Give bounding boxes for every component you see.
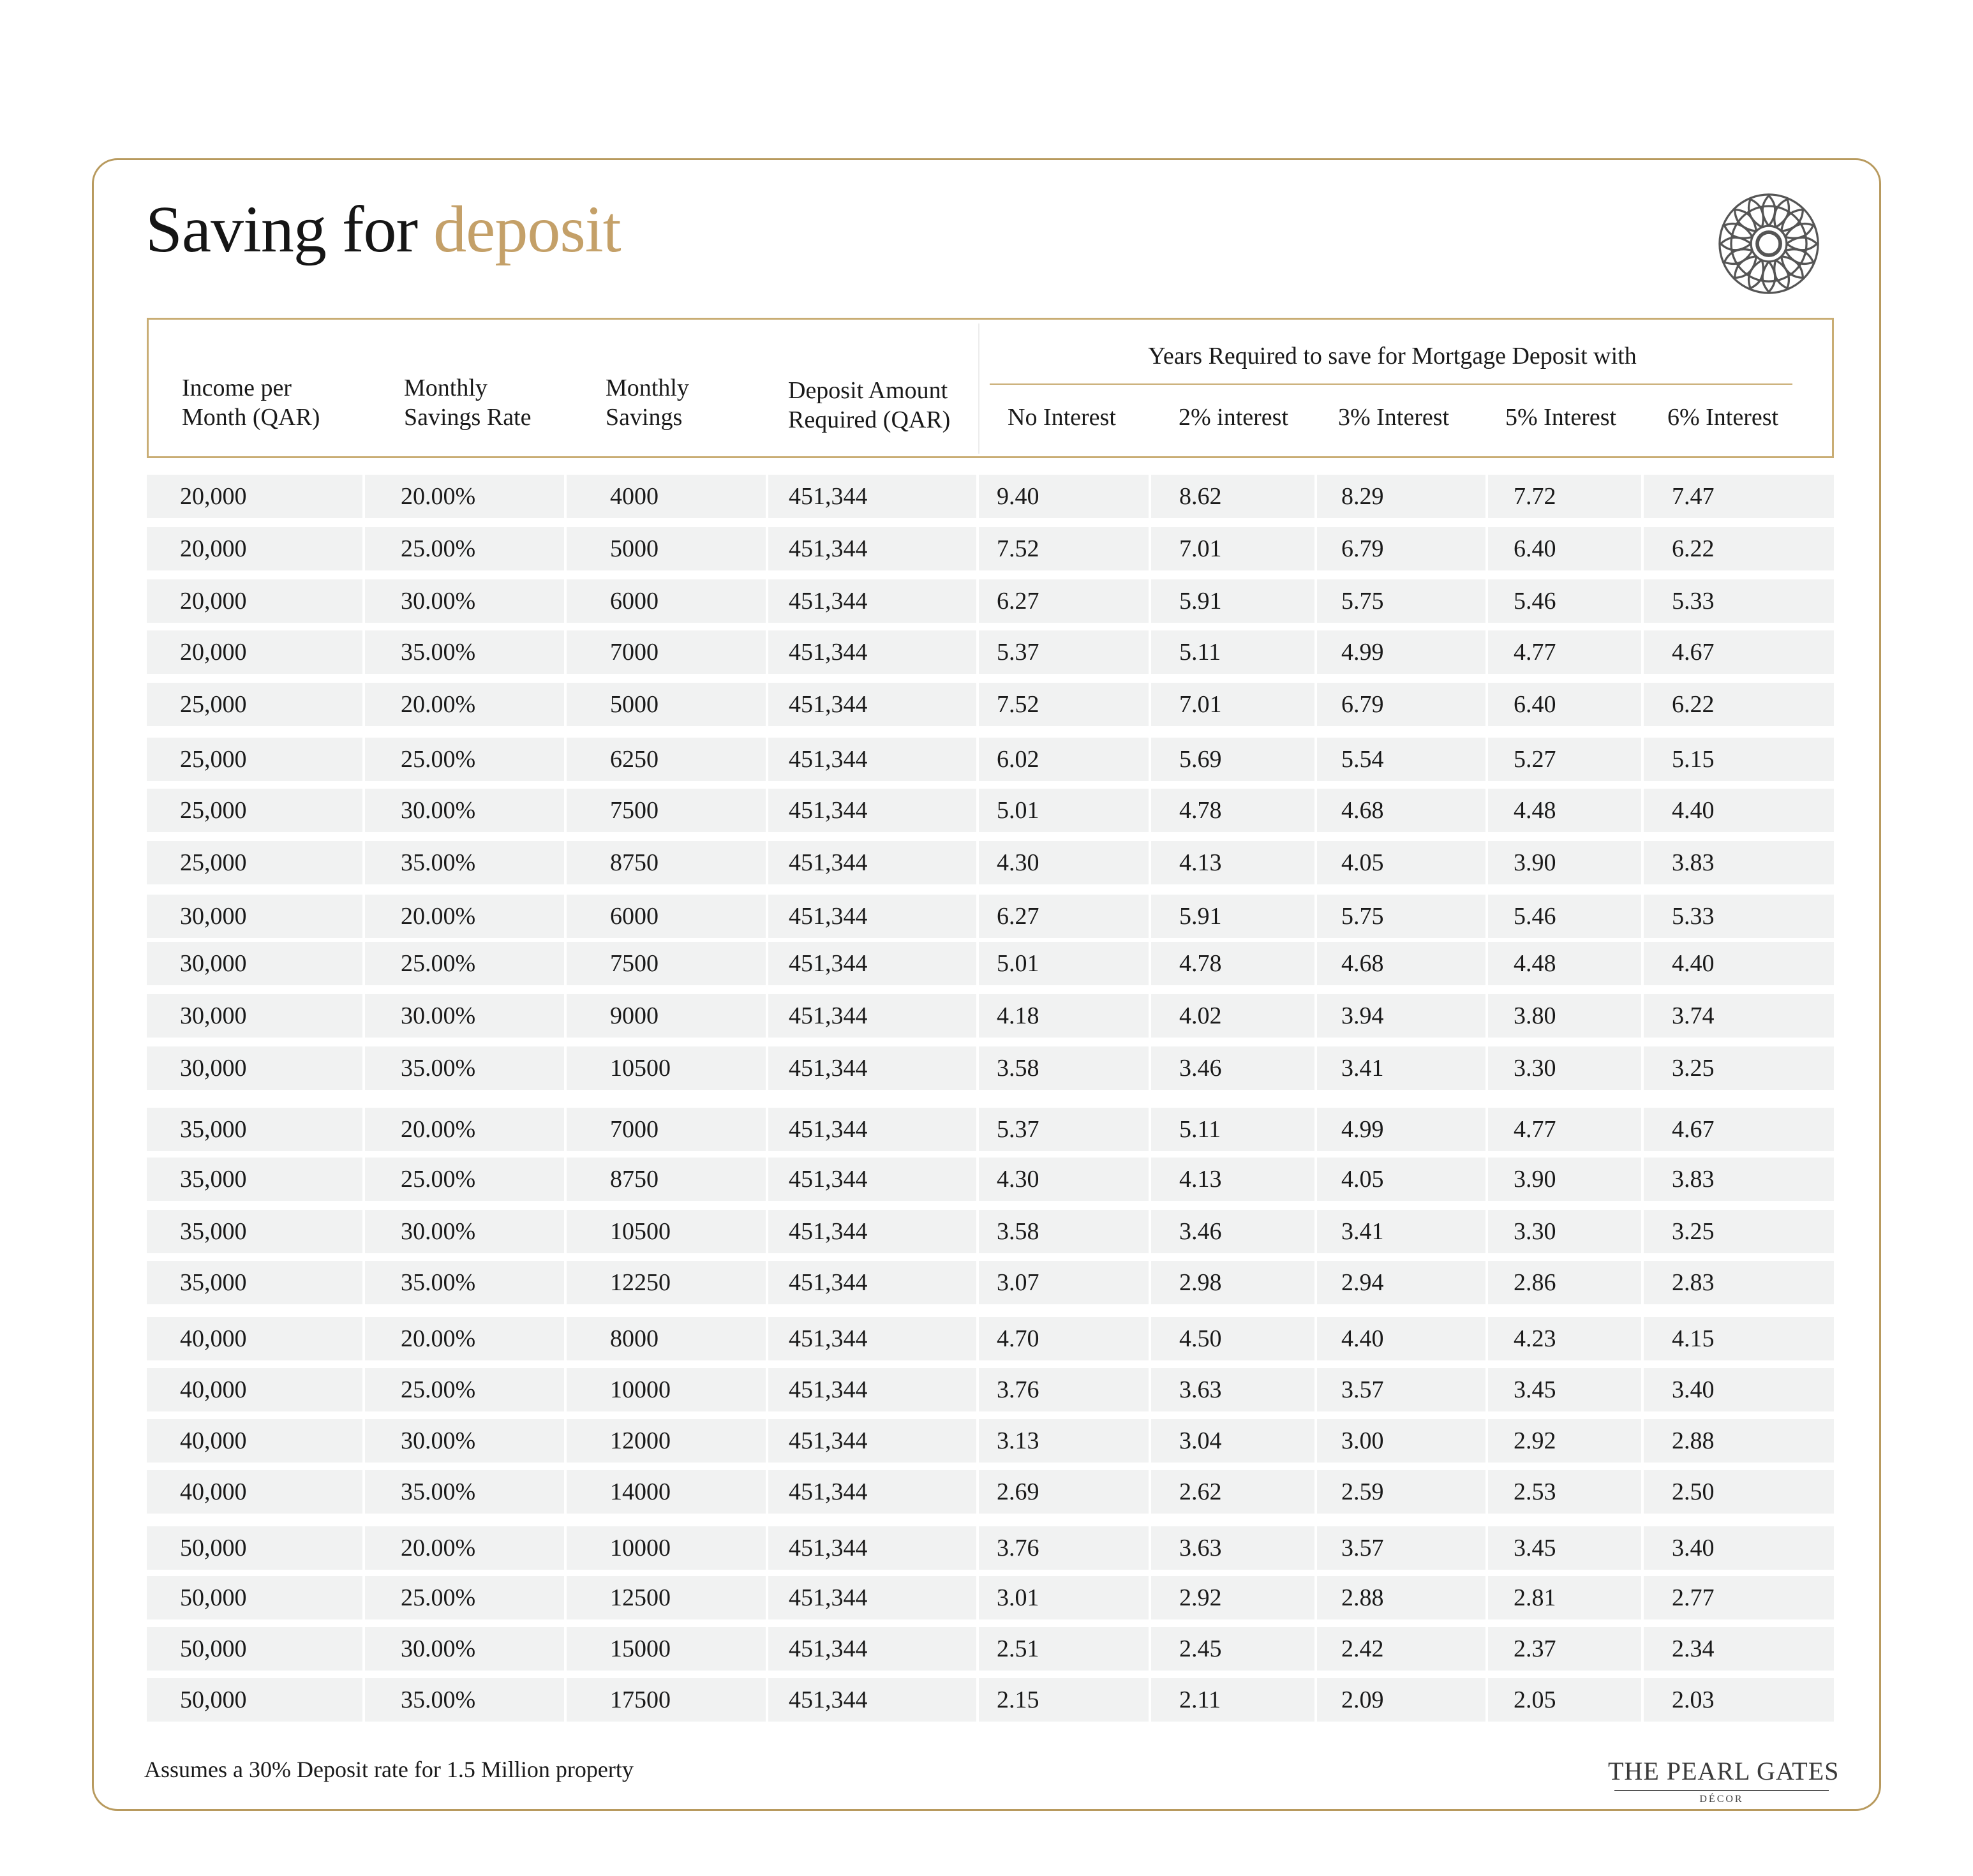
cell-deposit-amount: 451,344 <box>768 683 976 726</box>
cell-income: 40,000 <box>147 1368 362 1411</box>
cell-savings-rate: 30.00% <box>365 994 564 1038</box>
cell-income: 50,000 <box>147 1627 362 1671</box>
cell-monthly-savings: 5000 <box>567 683 766 726</box>
cell-interest-5: 3.30 <box>1488 1210 1641 1253</box>
cell-monthly-savings: 9000 <box>567 994 766 1038</box>
cell-interest-2: 4.13 <box>1151 841 1314 884</box>
cell-income: 30,000 <box>147 895 362 938</box>
cell-savings-rate: 35.00% <box>365 1470 564 1514</box>
cell-deposit-amount: 451,344 <box>768 579 976 623</box>
cell-deposit-amount: 451,344 <box>768 1470 976 1514</box>
cell-interest-3: 4.68 <box>1317 789 1485 832</box>
cell-income: 40,000 <box>147 1419 362 1463</box>
table-row <box>147 1158 1834 1201</box>
cell-deposit-amount: 451,344 <box>768 527 976 570</box>
header-2-interest: 2% interest <box>1179 404 1289 431</box>
cell-deposit-amount: 451,344 <box>768 1576 976 1619</box>
cell-interest-5: 3.90 <box>1488 1158 1641 1201</box>
cell-monthly-savings: 10500 <box>567 1046 766 1090</box>
cell-interest-5: 3.45 <box>1488 1526 1641 1570</box>
cell-savings-rate: 25.00% <box>365 738 564 781</box>
cell-interest-5: 2.37 <box>1488 1627 1641 1671</box>
cell-interest-2: 2.45 <box>1151 1627 1314 1671</box>
cell-savings-rate: 20.00% <box>365 895 564 938</box>
cell-interest-2: 2.62 <box>1151 1470 1314 1514</box>
cell-interest-2: 3.46 <box>1151 1210 1314 1253</box>
cell-interest-5: 5.46 <box>1488 895 1641 938</box>
cell-interest-5: 2.86 <box>1488 1261 1641 1304</box>
cell-income: 35,000 <box>147 1108 362 1151</box>
cell-interest-5: 3.90 <box>1488 841 1641 884</box>
cell-interest-6: 5.33 <box>1644 579 1834 623</box>
cell-interest-6: 2.03 <box>1644 1678 1834 1722</box>
cell-no-interest: 5.37 <box>979 630 1149 674</box>
cell-interest-2: 4.13 <box>1151 1158 1314 1201</box>
cell-monthly-savings: 8000 <box>567 1317 766 1360</box>
table-row <box>147 1678 1834 1722</box>
cell-interest-5: 7.72 <box>1488 475 1641 518</box>
cell-interest-6: 2.88 <box>1644 1419 1834 1463</box>
header-divider <box>978 324 979 454</box>
cell-interest-6: 2.50 <box>1644 1470 1834 1514</box>
cell-savings-rate: 25.00% <box>365 1576 564 1619</box>
ornamental-rosette-icon <box>1716 191 1821 296</box>
cell-interest-3: 6.79 <box>1317 527 1485 570</box>
cell-income: 20,000 <box>147 527 362 570</box>
cell-interest-6: 6.22 <box>1644 683 1834 726</box>
cell-interest-2: 5.69 <box>1151 738 1314 781</box>
cell-no-interest: 5.37 <box>979 1108 1149 1151</box>
rosette-petal <box>1749 199 1764 227</box>
cell-interest-6: 2.77 <box>1644 1576 1834 1619</box>
cell-monthly-savings: 12250 <box>567 1261 766 1304</box>
cell-interest-2: 3.63 <box>1151 1526 1314 1570</box>
cell-monthly-savings: 10000 <box>567 1368 766 1411</box>
cell-interest-3: 4.68 <box>1317 942 1485 985</box>
cell-income: 20,000 <box>147 475 362 518</box>
cell-monthly-savings: 10500 <box>567 1210 766 1253</box>
rosette-petal <box>1785 249 1813 264</box>
cell-deposit-amount: 451,344 <box>768 1210 976 1253</box>
table-row <box>147 579 1834 623</box>
table-row <box>147 942 1834 985</box>
cell-interest-6: 3.83 <box>1644 841 1834 884</box>
header-deposit-amount: Deposit Amount Required (QAR) <box>788 377 951 433</box>
cell-interest-3: 6.79 <box>1317 683 1485 726</box>
cell-interest-5: 5.27 <box>1488 738 1641 781</box>
cell-deposit-amount: 451,344 <box>768 738 976 781</box>
cell-interest-5: 6.40 <box>1488 683 1641 726</box>
cell-interest-3: 5.54 <box>1317 738 1485 781</box>
cell-savings-rate: 35.00% <box>365 1261 564 1304</box>
table-row <box>147 1576 1834 1619</box>
cell-savings-rate: 30.00% <box>365 579 564 623</box>
cell-monthly-savings: 6000 <box>567 895 766 938</box>
cell-deposit-amount: 451,344 <box>768 841 976 884</box>
cell-interest-2: 3.04 <box>1151 1419 1314 1463</box>
cell-interest-5: 4.77 <box>1488 630 1641 674</box>
cell-deposit-amount: 451,344 <box>768 895 976 938</box>
cell-deposit-amount: 451,344 <box>768 1261 976 1304</box>
cell-monthly-savings: 14000 <box>567 1470 766 1514</box>
cell-no-interest: 6.02 <box>979 738 1149 781</box>
header-monthly-savings: Monthly Savings <box>606 375 689 431</box>
brand-rule <box>1614 1790 1829 1791</box>
cell-deposit-amount: 451,344 <box>768 1419 976 1463</box>
cell-interest-3: 4.40 <box>1317 1317 1485 1360</box>
cell-interest-6: 2.34 <box>1644 1627 1834 1671</box>
cell-income: 50,000 <box>147 1576 362 1619</box>
table-row <box>147 789 1834 832</box>
cell-interest-3: 4.05 <box>1317 1158 1485 1201</box>
cell-savings-rate: 20.00% <box>365 1108 564 1151</box>
cell-interest-6: 4.40 <box>1644 789 1834 832</box>
cell-interest-2: 2.11 <box>1151 1678 1314 1722</box>
cell-interest-2: 5.11 <box>1151 630 1314 674</box>
cell-no-interest: 2.51 <box>979 1627 1149 1671</box>
cell-savings-rate: 20.00% <box>365 475 564 518</box>
table-row <box>147 1046 1834 1090</box>
cell-deposit-amount: 451,344 <box>768 630 976 674</box>
cell-interest-5: 3.30 <box>1488 1046 1641 1090</box>
cell-monthly-savings: 8750 <box>567 1158 766 1201</box>
cell-interest-5: 4.48 <box>1488 942 1641 985</box>
cell-interest-6: 6.22 <box>1644 527 1834 570</box>
cell-no-interest: 3.01 <box>979 1576 1149 1619</box>
cell-interest-6: 3.74 <box>1644 994 1834 1038</box>
cell-savings-rate: 25.00% <box>365 1368 564 1411</box>
cell-no-interest: 7.52 <box>979 527 1149 570</box>
page-title <box>145 191 621 267</box>
cell-interest-3: 3.94 <box>1317 994 1485 1038</box>
cell-interest-3: 2.59 <box>1317 1470 1485 1514</box>
cell-interest-5: 2.05 <box>1488 1678 1641 1722</box>
rosette-petal <box>1721 237 1752 250</box>
cell-interest-3: 5.75 <box>1317 895 1485 938</box>
cell-deposit-amount: 451,344 <box>768 994 976 1038</box>
cell-no-interest: 3.13 <box>979 1419 1149 1463</box>
cell-interest-2: 3.46 <box>1151 1046 1314 1090</box>
cell-no-interest: 6.27 <box>979 895 1149 938</box>
brand-name: THE PEARL GATES <box>1608 1757 1840 1785</box>
cell-deposit-amount: 451,344 <box>768 1678 976 1722</box>
table-row <box>147 994 1834 1038</box>
cell-interest-5: 4.48 <box>1488 789 1641 832</box>
cell-interest-3: 2.94 <box>1317 1261 1485 1304</box>
table-row <box>147 1368 1834 1411</box>
rosette-petal <box>1724 249 1752 264</box>
cell-interest-2: 4.78 <box>1151 942 1314 985</box>
cell-interest-6: 3.25 <box>1644 1046 1834 1090</box>
cell-monthly-savings: 8750 <box>567 841 766 884</box>
cell-income: 40,000 <box>147 1470 362 1514</box>
header-group-rule <box>990 383 1792 385</box>
rosette-petal <box>1775 199 1789 227</box>
cell-income: 20,000 <box>147 579 362 623</box>
table-row <box>147 738 1834 781</box>
cell-interest-3: 2.88 <box>1317 1576 1485 1619</box>
table-row <box>147 1261 1834 1304</box>
cell-savings-rate: 35.00% <box>365 1678 564 1722</box>
cell-deposit-amount: 451,344 <box>768 1317 976 1360</box>
cell-deposit-amount: 451,344 <box>768 1526 976 1570</box>
table-row <box>147 1419 1834 1463</box>
table-row <box>147 1526 1834 1570</box>
cell-interest-3: 5.75 <box>1317 579 1485 623</box>
cell-interest-6: 3.25 <box>1644 1210 1834 1253</box>
cell-interest-5: 2.81 <box>1488 1576 1641 1619</box>
cell-no-interest: 3.07 <box>979 1261 1149 1304</box>
table-row <box>147 683 1834 726</box>
cell-monthly-savings: 17500 <box>567 1678 766 1722</box>
cell-interest-6: 3.40 <box>1644 1526 1834 1570</box>
cell-income: 50,000 <box>147 1526 362 1570</box>
cell-interest-3: 3.00 <box>1317 1419 1485 1463</box>
cell-income: 35,000 <box>147 1261 362 1304</box>
rosette-petal <box>1787 237 1817 250</box>
cell-income: 30,000 <box>147 994 362 1038</box>
cell-income: 35,000 <box>147 1158 362 1201</box>
cell-interest-5: 3.45 <box>1488 1368 1641 1411</box>
cell-deposit-amount: 451,344 <box>768 475 976 518</box>
cell-monthly-savings: 6000 <box>567 579 766 623</box>
cell-no-interest: 5.01 <box>979 942 1149 985</box>
rosette-petal <box>1724 224 1752 239</box>
cell-interest-2: 5.11 <box>1151 1108 1314 1151</box>
table-row <box>147 1317 1834 1360</box>
cell-savings-rate: 35.00% <box>365 630 564 674</box>
table-row <box>147 1627 1834 1671</box>
cell-interest-2: 5.91 <box>1151 579 1314 623</box>
cell-interest-6: 7.47 <box>1644 475 1834 518</box>
cell-savings-rate: 30.00% <box>365 1419 564 1463</box>
cell-interest-3: 3.41 <box>1317 1046 1485 1090</box>
table-row <box>147 1108 1834 1151</box>
cell-savings-rate: 20.00% <box>365 1317 564 1360</box>
cell-interest-2: 2.98 <box>1151 1261 1314 1304</box>
table-row <box>147 1470 1834 1514</box>
cell-interest-2: 3.63 <box>1151 1368 1314 1411</box>
cell-monthly-savings: 12500 <box>567 1576 766 1619</box>
table-row <box>147 895 1834 938</box>
cell-interest-6: 4.67 <box>1644 630 1834 674</box>
cell-interest-2: 7.01 <box>1151 683 1314 726</box>
rosette-petal <box>1775 260 1789 288</box>
cell-no-interest: 4.30 <box>979 841 1149 884</box>
cell-interest-3: 3.57 <box>1317 1368 1485 1411</box>
cell-monthly-savings: 12000 <box>567 1419 766 1463</box>
cell-no-interest: 9.40 <box>979 475 1149 518</box>
table-header <box>147 318 1834 458</box>
title-main: Saving for <box>145 193 418 266</box>
header-savings-rate: Monthly Savings Rate <box>404 375 532 431</box>
cell-no-interest: 3.76 <box>979 1526 1149 1570</box>
cell-savings-rate: 35.00% <box>365 1046 564 1090</box>
cell-income: 35,000 <box>147 1210 362 1253</box>
cell-monthly-savings: 7500 <box>567 789 766 832</box>
cell-savings-rate: 20.00% <box>365 683 564 726</box>
header-income: Income per Month (QAR) <box>182 375 320 431</box>
cell-interest-6: 5.15 <box>1644 738 1834 781</box>
cell-deposit-amount: 451,344 <box>768 942 976 985</box>
cell-income: 25,000 <box>147 789 362 832</box>
cell-monthly-savings: 6250 <box>567 738 766 781</box>
brand-logo <box>1608 1756 1840 1805</box>
rosette-petal <box>1785 224 1813 239</box>
cell-income: 50,000 <box>147 1678 362 1722</box>
cell-interest-6: 4.67 <box>1644 1108 1834 1151</box>
cell-income: 30,000 <box>147 1046 362 1090</box>
header-group-years: Years Required to save for Mortgage Deposit with <box>1148 343 1637 369</box>
table-row <box>147 841 1834 884</box>
cell-savings-rate: 30.00% <box>365 789 564 832</box>
cell-interest-3: 8.29 <box>1317 475 1485 518</box>
cell-monthly-savings: 7000 <box>567 630 766 674</box>
cell-monthly-savings: 7000 <box>567 1108 766 1151</box>
rosette-petal <box>1762 196 1775 227</box>
cell-income: 20,000 <box>147 630 362 674</box>
cell-interest-6: 4.15 <box>1644 1317 1834 1360</box>
cell-no-interest: 3.76 <box>979 1368 1149 1411</box>
cell-interest-2: 5.91 <box>1151 895 1314 938</box>
cell-interest-3: 3.41 <box>1317 1210 1485 1253</box>
cell-interest-3: 2.09 <box>1317 1678 1485 1722</box>
footnote: Assumes a 30% Deposit rate for 1.5 Million property <box>144 1757 634 1782</box>
header-5-interest: 5% Interest <box>1505 404 1617 431</box>
rosette-petal <box>1749 260 1764 288</box>
cell-interest-6: 3.83 <box>1644 1158 1834 1201</box>
cell-deposit-amount: 451,344 <box>768 789 976 832</box>
cell-interest-5: 2.53 <box>1488 1470 1641 1514</box>
table-row <box>147 527 1834 570</box>
cell-monthly-savings: 10000 <box>567 1526 766 1570</box>
cell-interest-2: 4.78 <box>1151 789 1314 832</box>
cell-income: 30,000 <box>147 942 362 985</box>
cell-no-interest: 4.18 <box>979 994 1149 1038</box>
cell-monthly-savings: 5000 <box>567 527 766 570</box>
cell-no-interest: 3.58 <box>979 1046 1149 1090</box>
header-6-interest: 6% Interest <box>1667 404 1779 431</box>
cell-monthly-savings: 15000 <box>567 1627 766 1671</box>
cell-no-interest: 3.58 <box>979 1210 1149 1253</box>
cell-savings-rate: 25.00% <box>365 942 564 985</box>
cell-interest-5: 6.40 <box>1488 527 1641 570</box>
cell-interest-3: 4.99 <box>1317 1108 1485 1151</box>
cell-income: 40,000 <box>147 1317 362 1360</box>
cell-interest-2: 4.50 <box>1151 1317 1314 1360</box>
cell-savings-rate: 30.00% <box>365 1627 564 1671</box>
cell-savings-rate: 25.00% <box>365 1158 564 1201</box>
header-no-interest: No Interest <box>1008 404 1116 431</box>
cell-interest-3: 2.42 <box>1317 1627 1485 1671</box>
cell-no-interest: 4.30 <box>979 1158 1149 1201</box>
cell-interest-6: 4.40 <box>1644 942 1834 985</box>
cell-interest-3: 3.57 <box>1317 1526 1485 1570</box>
cell-income: 25,000 <box>147 841 362 884</box>
brand-sub: DÉCOR <box>1699 1794 1744 1805</box>
cell-deposit-amount: 451,344 <box>768 1158 976 1201</box>
cell-no-interest: 4.70 <box>979 1317 1149 1360</box>
cell-income: 25,000 <box>147 738 362 781</box>
cell-interest-3: 4.99 <box>1317 630 1485 674</box>
cell-no-interest: 6.27 <box>979 579 1149 623</box>
cell-deposit-amount: 451,344 <box>768 1108 976 1151</box>
cell-no-interest: 2.15 <box>979 1678 1149 1722</box>
cell-interest-5: 2.92 <box>1488 1419 1641 1463</box>
cell-interest-2: 8.62 <box>1151 475 1314 518</box>
cell-deposit-amount: 451,344 <box>768 1046 976 1090</box>
cell-no-interest: 7.52 <box>979 683 1149 726</box>
table-row <box>147 630 1834 674</box>
cell-savings-rate: 25.00% <box>365 527 564 570</box>
cell-income: 25,000 <box>147 683 362 726</box>
cell-deposit-amount: 451,344 <box>768 1368 976 1411</box>
cell-interest-6: 5.33 <box>1644 895 1834 938</box>
cell-interest-5: 4.23 <box>1488 1317 1641 1360</box>
cell-interest-5: 4.77 <box>1488 1108 1641 1151</box>
cell-interest-2: 2.92 <box>1151 1576 1314 1619</box>
cell-no-interest: 5.01 <box>979 789 1149 832</box>
cell-savings-rate: 35.00% <box>365 841 564 884</box>
cell-interest-5: 3.80 <box>1488 994 1641 1038</box>
table-row <box>147 475 1834 518</box>
cell-interest-6: 2.83 <box>1644 1261 1834 1304</box>
cell-savings-rate: 20.00% <box>365 1526 564 1570</box>
rosette-petal <box>1762 262 1775 292</box>
cell-interest-2: 4.02 <box>1151 994 1314 1038</box>
cell-savings-rate: 30.00% <box>365 1210 564 1253</box>
cell-monthly-savings: 4000 <box>567 475 766 518</box>
cell-interest-2: 7.01 <box>1151 527 1314 570</box>
cell-interest-6: 3.40 <box>1644 1368 1834 1411</box>
cell-monthly-savings: 7500 <box>567 942 766 985</box>
cell-interest-3: 4.05 <box>1317 841 1485 884</box>
title-accent: deposit <box>433 193 621 266</box>
cell-interest-5: 5.46 <box>1488 579 1641 623</box>
table-row <box>147 1210 1834 1253</box>
cell-deposit-amount: 451,344 <box>768 1627 976 1671</box>
cell-no-interest: 2.69 <box>979 1470 1149 1514</box>
header-3-interest: 3% Interest <box>1338 404 1450 431</box>
